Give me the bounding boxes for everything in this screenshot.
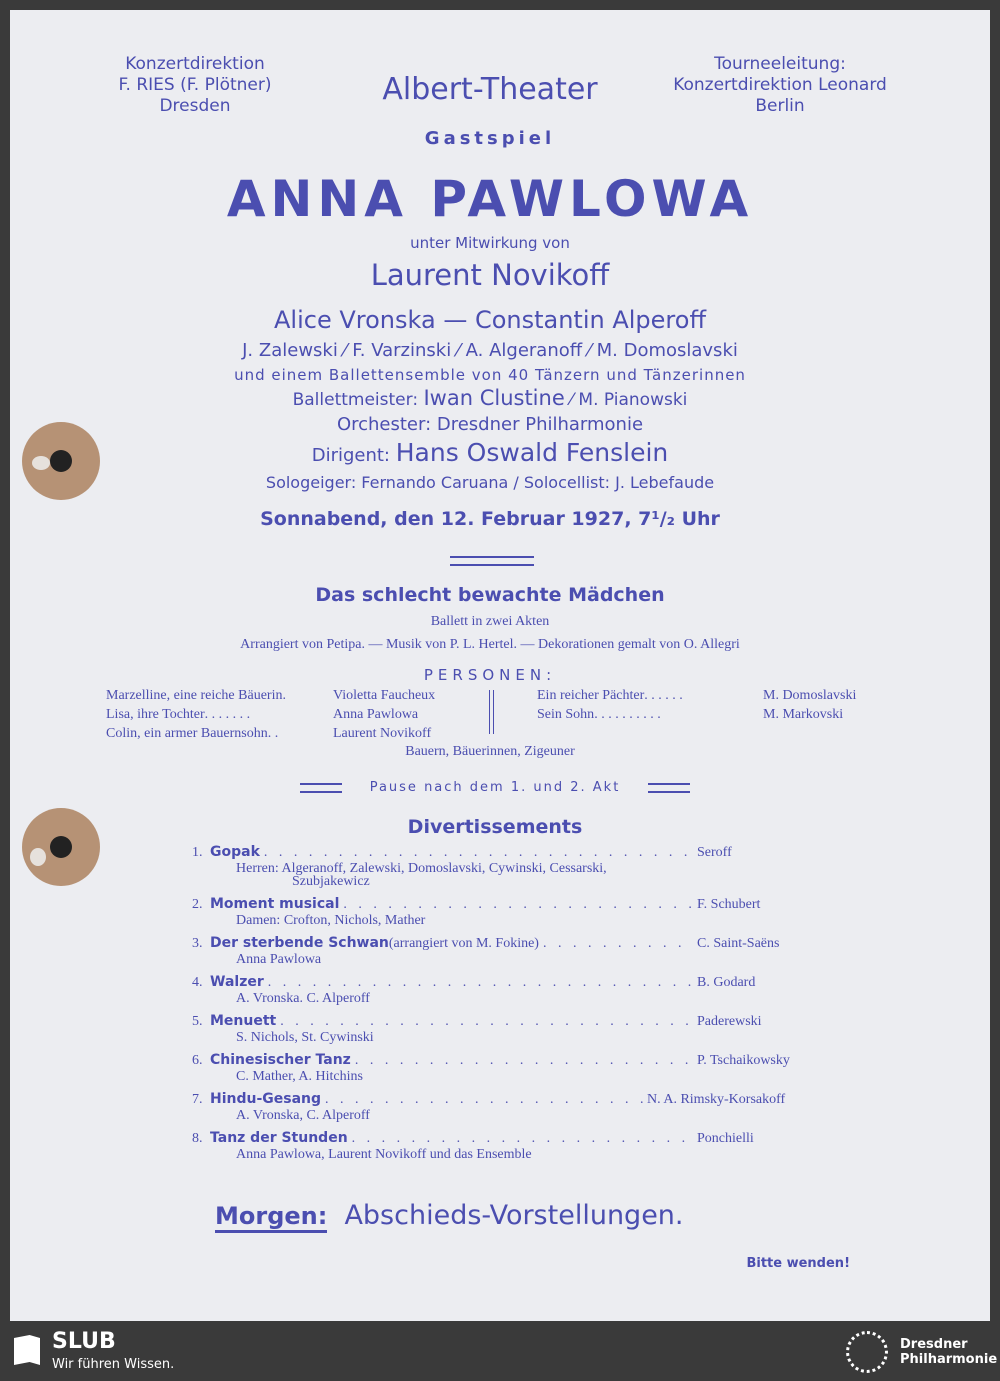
- performance-date: Sonnabend, den 12. Februar 1927, 7¹/₂ Uhr: [260, 508, 720, 530]
- solo-players: Sologeiger: Fernando Caruana / Solocellist: J. Lebefaude: [265, 473, 715, 492]
- program-item: 3. Der sterbende Schwan (arrangiert von M. Fokine) . . . C. Saint-Saëns Anna Pawlowa: [192, 935, 792, 968]
- morgen-label: Morgen:: [215, 1202, 327, 1233]
- theater-name: Albert-Theater: [382, 72, 598, 107]
- lead-partner: Laurent Novikoff: [370, 258, 610, 292]
- gastspiel-label: Gastspiel: [424, 128, 556, 149]
- ensemble: und einem Ballettensemble von 40 Tänzern und Tänzerinnen: [234, 366, 746, 384]
- cast-extras: Bauern, Bäuerinnen, Zigeuner: [405, 744, 575, 759]
- bitte-wenden: Bitte wenden!: [746, 1256, 850, 1271]
- cast-row: Colin, ein armer Bauernsohn . . Laurent Novikoff: [106, 726, 432, 741]
- cast-right: [537, 686, 887, 724]
- ballet-title: Das schlecht bewachte Mädchen: [315, 584, 665, 606]
- divertissements-list: [192, 844, 792, 1169]
- punch-hole-top: [22, 422, 100, 500]
- morgen-text: Abschieds-Vorstellungen.: [344, 1200, 684, 1231]
- unter-mitwirkung: unter Mitwirkung von: [410, 234, 570, 252]
- main-title: ANNA PAWLOWA: [226, 170, 754, 228]
- ballettmeister: Ballettmeister: Iwan Clustine ⁄ M. Pianowski: [292, 386, 688, 410]
- program-item: 1. Gopak . . . Seroff Herren: Algeranoff, Zalewski, Domoslavski, Cywinski, Cessarski, Szubjakewicz: [192, 844, 792, 890]
- playbill-page: [10, 10, 990, 1321]
- divertissements-title: Divertissements: [407, 816, 583, 838]
- punch-hole-bottom: [22, 808, 100, 886]
- slub-logo-icon: [14, 1335, 40, 1365]
- header-left: Konzertdirektion F. RIES (F. Plötner) Dresden: [118, 54, 272, 116]
- dirigent: Dirigent: Hans Oswald Fenslein: [311, 438, 669, 467]
- personen-heading: PERSONEN:: [423, 666, 557, 684]
- cast-row: Lisa, ihre Tochter . . . . . . . Anna Pawlowa: [106, 707, 419, 722]
- program-item: 4. Walzer . . . B. Godard A. Vronska. C. Alperoff: [192, 974, 792, 1007]
- dancers: J. Zalewski ⁄ F. Varzinski ⁄ A. Algeranoff ⁄ M. Domoslavski: [242, 340, 738, 361]
- footer-bar: [0, 1321, 1000, 1381]
- morgen-line: [215, 1200, 815, 1231]
- slub-name: SLUB: [52, 1329, 116, 1354]
- pause-text: Pause nach dem 1. und 2. Akt: [369, 780, 621, 795]
- pause-line: [300, 780, 690, 795]
- soloists: Alice Vronska — Constantin Alperoff: [274, 306, 706, 334]
- orchester: Orchester: Dresdner Philharmonie: [336, 414, 644, 435]
- cast-left: [106, 686, 466, 743]
- program-item: 6. Chinesischer Tanz . . . P. Tschaikowsky C. Mather, A. Hitchins: [192, 1052, 792, 1085]
- slub-tagline: Wir führen Wissen.: [52, 1357, 175, 1372]
- ballet-credits: Arrangiert von Petipa. — Musik von P. L. Hertel. — Dekorationen gemalt von O. Allegri: [240, 637, 740, 652]
- cast-row: Sein Sohn . . . . . . . . . . M. Markovski: [537, 707, 844, 722]
- philharmonie-logo-icon: [846, 1331, 888, 1373]
- program-item: 2. Moment musical . . . F. Schubert Damen: Crofton, Nichols, Mather: [192, 896, 792, 929]
- cast-row: Ein reicher Pächter . . . . . . M. Domoslavski: [537, 688, 857, 703]
- program-item: 8. Tanz der Stunden . . . Ponchielli Anna Pawlowa, Laurent Novikoff und das Ensemble: [192, 1130, 792, 1163]
- program-item: 5. Menuett . . . Paderewski S. Nichols, St. Cywinski: [192, 1013, 792, 1046]
- pause-rule-left: [300, 783, 342, 793]
- cast-separator: [489, 690, 494, 734]
- divider: [450, 556, 534, 566]
- ballet-subtitle: Ballett in zwei Akten: [430, 614, 550, 629]
- pause-rule-right: [648, 783, 690, 793]
- header-right: Tourneeleitung: Konzertdirektion Leonard Berlin: [673, 54, 887, 116]
- cast-row: Marzelline, eine reiche Bäuerin . Violetta Faucheux: [106, 688, 436, 703]
- philharmonie-name: Dresdner Philharmonie: [900, 1337, 998, 1367]
- program-item: 7. Hindu-Gesang . . . N. A. Rimsky-Korsakoff A. Vronska, C. Alperoff: [192, 1091, 792, 1124]
